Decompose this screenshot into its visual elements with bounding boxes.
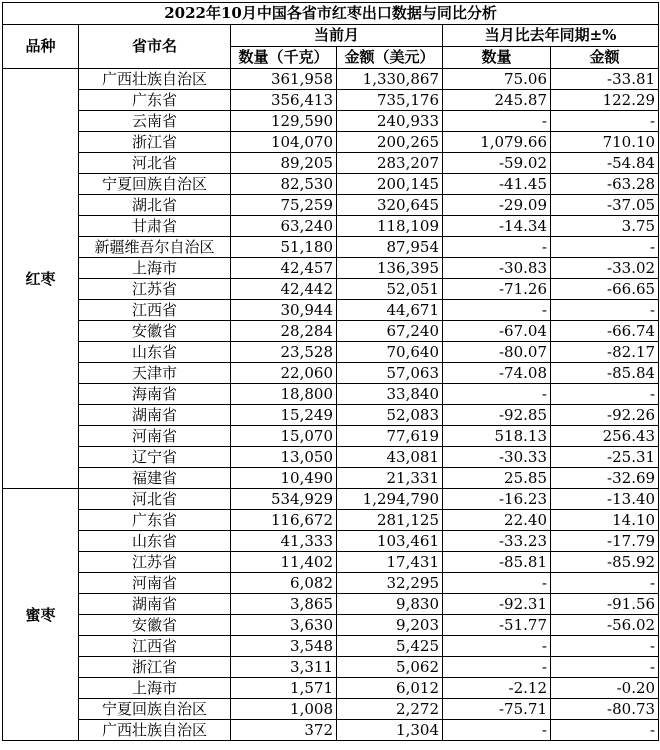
amount-cell: 281,125 <box>337 510 443 531</box>
qty-pct-cell: 245.87 <box>443 90 551 111</box>
qty-pct-cell: -33.23 <box>443 531 551 552</box>
export-table <box>2 2 659 741</box>
region-cell: 江苏省 <box>79 552 231 573</box>
header-current-month: 当前月 <box>231 25 443 47</box>
amount-cell: 283,207 <box>337 153 443 174</box>
amount-pct-cell: -33.81 <box>551 69 659 90</box>
region-cell: 江西省 <box>79 636 231 657</box>
region-cell: 海南省 <box>79 384 231 405</box>
amount-cell: 77,619 <box>337 426 443 447</box>
region-cell: 湖南省 <box>79 594 231 615</box>
amount-pct-cell: 256.43 <box>551 426 659 447</box>
table-row <box>3 573 659 594</box>
amount-pct-cell: - <box>551 720 659 741</box>
qty-cell: 23,528 <box>231 342 337 363</box>
region-cell: 福建省 <box>79 468 231 489</box>
qty-cell: 534,929 <box>231 489 337 510</box>
amount-cell: 33,840 <box>337 384 443 405</box>
qty-cell: 75,259 <box>231 195 337 216</box>
table-row <box>3 447 659 468</box>
region-cell: 江苏省 <box>79 279 231 300</box>
table-row <box>3 132 659 153</box>
qty-pct-cell: -80.07 <box>443 342 551 363</box>
qty-pct-cell: -85.81 <box>443 552 551 573</box>
qty-pct-cell: -30.83 <box>443 258 551 279</box>
table-row <box>3 321 659 342</box>
region-cell: 宁夏回族自治区 <box>79 174 231 195</box>
qty-cell: 129,590 <box>231 111 337 132</box>
table-row <box>3 111 659 132</box>
amount-pct-cell: -56.02 <box>551 615 659 636</box>
qty-pct-cell: -71.26 <box>443 279 551 300</box>
qty-pct-cell: -30.33 <box>443 447 551 468</box>
amount-pct-cell: -17.79 <box>551 531 659 552</box>
amount-pct-cell: -85.92 <box>551 552 659 573</box>
amount-cell: 44,671 <box>337 300 443 321</box>
qty-cell: 6,082 <box>231 573 337 594</box>
qty-cell: 51,180 <box>231 237 337 258</box>
header-qty: 数量（千克） <box>231 47 337 69</box>
qty-pct-cell: 25.85 <box>443 468 551 489</box>
variety-cell: 红枣 <box>3 69 79 489</box>
region-cell: 广东省 <box>79 510 231 531</box>
table-row <box>3 720 659 741</box>
qty-pct-cell: -92.85 <box>443 405 551 426</box>
amount-cell: 52,051 <box>337 279 443 300</box>
title-row <box>3 3 659 25</box>
region-cell: 浙江省 <box>79 132 231 153</box>
qty-cell: 104,070 <box>231 132 337 153</box>
amount-pct-cell: - <box>551 657 659 678</box>
amount-pct-cell: -32.69 <box>551 468 659 489</box>
amount-pct-cell: 3.75 <box>551 216 659 237</box>
amount-pct-cell: 710.10 <box>551 132 659 153</box>
table-row <box>3 426 659 447</box>
qty-pct-cell: 75.06 <box>443 69 551 90</box>
table-row <box>3 69 659 90</box>
amount-pct-cell: -66.74 <box>551 321 659 342</box>
amount-cell: 21,331 <box>337 468 443 489</box>
qty-pct-cell: -14.34 <box>443 216 551 237</box>
amount-pct-cell: 14.10 <box>551 510 659 531</box>
region-cell: 辽宁省 <box>79 447 231 468</box>
qty-cell: 3,865 <box>231 594 337 615</box>
amount-pct-cell: -85.84 <box>551 363 659 384</box>
qty-cell: 1,008 <box>231 699 337 720</box>
qty-cell: 28,284 <box>231 321 337 342</box>
qty-pct-cell: -41.45 <box>443 174 551 195</box>
qty-cell: 22,060 <box>231 363 337 384</box>
amount-pct-cell: -25.31 <box>551 447 659 468</box>
amount-cell: 87,954 <box>337 237 443 258</box>
table-row <box>3 615 659 636</box>
qty-pct-cell: - <box>443 111 551 132</box>
table-row <box>3 531 659 552</box>
amount-cell: 5,062 <box>337 657 443 678</box>
amount-pct-cell: -33.02 <box>551 258 659 279</box>
amount-cell: 1,330,867 <box>337 69 443 90</box>
region-cell: 河北省 <box>79 153 231 174</box>
qty-pct-cell: - <box>443 636 551 657</box>
qty-cell: 18,800 <box>231 384 337 405</box>
region-cell: 湖北省 <box>79 195 231 216</box>
qty-cell: 1,571 <box>231 678 337 699</box>
region-cell: 河南省 <box>79 426 231 447</box>
qty-cell: 89,205 <box>231 153 337 174</box>
amount-cell: 1,304 <box>337 720 443 741</box>
amount-cell: 67,240 <box>337 321 443 342</box>
table-row <box>3 468 659 489</box>
amount-cell: 9,203 <box>337 615 443 636</box>
qty-cell: 116,672 <box>231 510 337 531</box>
region-cell: 上海市 <box>79 678 231 699</box>
table-row <box>3 510 659 531</box>
table-title: 2022年10月中国各省市红枣出口数据与同比分析 <box>3 3 659 25</box>
qty-pct-cell: - <box>443 657 551 678</box>
amount-pct-cell: - <box>551 111 659 132</box>
qty-cell: 41,333 <box>231 531 337 552</box>
region-cell: 甘肃省 <box>79 216 231 237</box>
qty-cell: 82,530 <box>231 174 337 195</box>
amount-pct-cell: -80.73 <box>551 699 659 720</box>
qty-pct-cell: - <box>443 720 551 741</box>
qty-pct-cell: - <box>443 237 551 258</box>
table-row <box>3 594 659 615</box>
region-cell: 河北省 <box>79 489 231 510</box>
amount-pct-cell: -92.26 <box>551 405 659 426</box>
qty-pct-cell: 22.40 <box>443 510 551 531</box>
header-row-1 <box>3 25 659 47</box>
amount-pct-cell: -0.20 <box>551 678 659 699</box>
amount-cell: 9,830 <box>337 594 443 615</box>
header-amount-pct: 金额 <box>551 47 659 69</box>
table-row <box>3 216 659 237</box>
qty-cell: 42,457 <box>231 258 337 279</box>
amount-cell: 43,081 <box>337 447 443 468</box>
region-cell: 上海市 <box>79 258 231 279</box>
qty-pct-cell: -67.04 <box>443 321 551 342</box>
qty-pct-cell: 518.13 <box>443 426 551 447</box>
qty-cell: 42,442 <box>231 279 337 300</box>
amount-pct-cell: -63.28 <box>551 174 659 195</box>
table-row <box>3 678 659 699</box>
amount-pct-cell: -91.56 <box>551 594 659 615</box>
qty-pct-cell: -59.02 <box>443 153 551 174</box>
region-cell: 天津市 <box>79 363 231 384</box>
table-row <box>3 636 659 657</box>
table-row <box>3 552 659 573</box>
qty-pct-cell: -16.23 <box>443 489 551 510</box>
region-cell: 宁夏回族自治区 <box>79 699 231 720</box>
table-row <box>3 237 659 258</box>
region-cell: 广西壮族自治区 <box>79 720 231 741</box>
qty-cell: 15,070 <box>231 426 337 447</box>
region-cell: 河南省 <box>79 573 231 594</box>
table-row <box>3 279 659 300</box>
region-cell: 安徽省 <box>79 321 231 342</box>
qty-pct-cell: -75.71 <box>443 699 551 720</box>
qty-pct-cell: -51.77 <box>443 615 551 636</box>
amount-pct-cell: - <box>551 300 659 321</box>
qty-pct-cell: - <box>443 384 551 405</box>
table-row <box>3 657 659 678</box>
header-region: 省市名 <box>79 25 231 69</box>
qty-cell: 3,548 <box>231 636 337 657</box>
amount-cell: 320,645 <box>337 195 443 216</box>
amount-cell: 200,145 <box>337 174 443 195</box>
region-cell: 湖南省 <box>79 405 231 426</box>
amount-cell: 136,395 <box>337 258 443 279</box>
header-amount: 金额（美元） <box>337 47 443 69</box>
region-cell: 安徽省 <box>79 615 231 636</box>
table-row <box>3 342 659 363</box>
amount-pct-cell: -66.65 <box>551 279 659 300</box>
amount-pct-cell: -13.40 <box>551 489 659 510</box>
amount-cell: 2,272 <box>337 699 443 720</box>
region-cell: 山东省 <box>79 531 231 552</box>
qty-pct-cell: - <box>443 573 551 594</box>
amount-pct-cell: 122.29 <box>551 90 659 111</box>
qty-cell: 11,402 <box>231 552 337 573</box>
qty-cell: 63,240 <box>231 216 337 237</box>
amount-cell: 52,083 <box>337 405 443 426</box>
amount-cell: 1,294,790 <box>337 489 443 510</box>
amount-cell: 70,640 <box>337 342 443 363</box>
table-row <box>3 405 659 426</box>
qty-pct-cell: -29.09 <box>443 195 551 216</box>
table-body <box>3 3 659 741</box>
amount-cell: 17,431 <box>337 552 443 573</box>
amount-pct-cell: -54.84 <box>551 153 659 174</box>
table-row <box>3 258 659 279</box>
qty-pct-cell: 1,079.66 <box>443 132 551 153</box>
qty-cell: 30,944 <box>231 300 337 321</box>
table-row <box>3 363 659 384</box>
qty-cell: 3,630 <box>231 615 337 636</box>
qty-cell: 3,311 <box>231 657 337 678</box>
amount-cell: 735,176 <box>337 90 443 111</box>
amount-cell: 200,265 <box>337 132 443 153</box>
qty-cell: 361,958 <box>231 69 337 90</box>
qty-pct-cell: - <box>443 300 551 321</box>
qty-cell: 13,050 <box>231 447 337 468</box>
header-yoy: 当月比去年同期±% <box>443 25 659 47</box>
qty-pct-cell: -92.31 <box>443 594 551 615</box>
table-row <box>3 489 659 510</box>
table-row <box>3 195 659 216</box>
amount-pct-cell: -37.05 <box>551 195 659 216</box>
region-cell: 云南省 <box>79 111 231 132</box>
table-row <box>3 90 659 111</box>
table-row <box>3 699 659 720</box>
header-qty-pct: 数量 <box>443 47 551 69</box>
table-row <box>3 153 659 174</box>
amount-cell: 118,109 <box>337 216 443 237</box>
qty-pct-cell: -74.08 <box>443 363 551 384</box>
qty-cell: 15,249 <box>231 405 337 426</box>
qty-cell: 372 <box>231 720 337 741</box>
variety-cell: 蜜枣 <box>3 489 79 741</box>
amount-cell: 103,461 <box>337 531 443 552</box>
header-variety: 品种 <box>3 25 79 69</box>
amount-cell: 240,933 <box>337 111 443 132</box>
table-row <box>3 300 659 321</box>
amount-pct-cell: -82.17 <box>551 342 659 363</box>
region-cell: 江西省 <box>79 300 231 321</box>
qty-pct-cell: -2.12 <box>443 678 551 699</box>
region-cell: 山东省 <box>79 342 231 363</box>
region-cell: 新疆维吾尔自治区 <box>79 237 231 258</box>
qty-cell: 10,490 <box>231 468 337 489</box>
table-row <box>3 384 659 405</box>
region-cell: 广西壮族自治区 <box>79 69 231 90</box>
amount-cell: 57,063 <box>337 363 443 384</box>
table-row <box>3 174 659 195</box>
amount-pct-cell: - <box>551 384 659 405</box>
qty-cell: 356,413 <box>231 90 337 111</box>
amount-cell: 6,012 <box>337 678 443 699</box>
amount-pct-cell: - <box>551 573 659 594</box>
region-cell: 广东省 <box>79 90 231 111</box>
amount-pct-cell: - <box>551 237 659 258</box>
amount-cell: 32,295 <box>337 573 443 594</box>
amount-cell: 5,425 <box>337 636 443 657</box>
region-cell: 浙江省 <box>79 657 231 678</box>
amount-pct-cell: - <box>551 636 659 657</box>
export-table-container <box>2 2 658 741</box>
